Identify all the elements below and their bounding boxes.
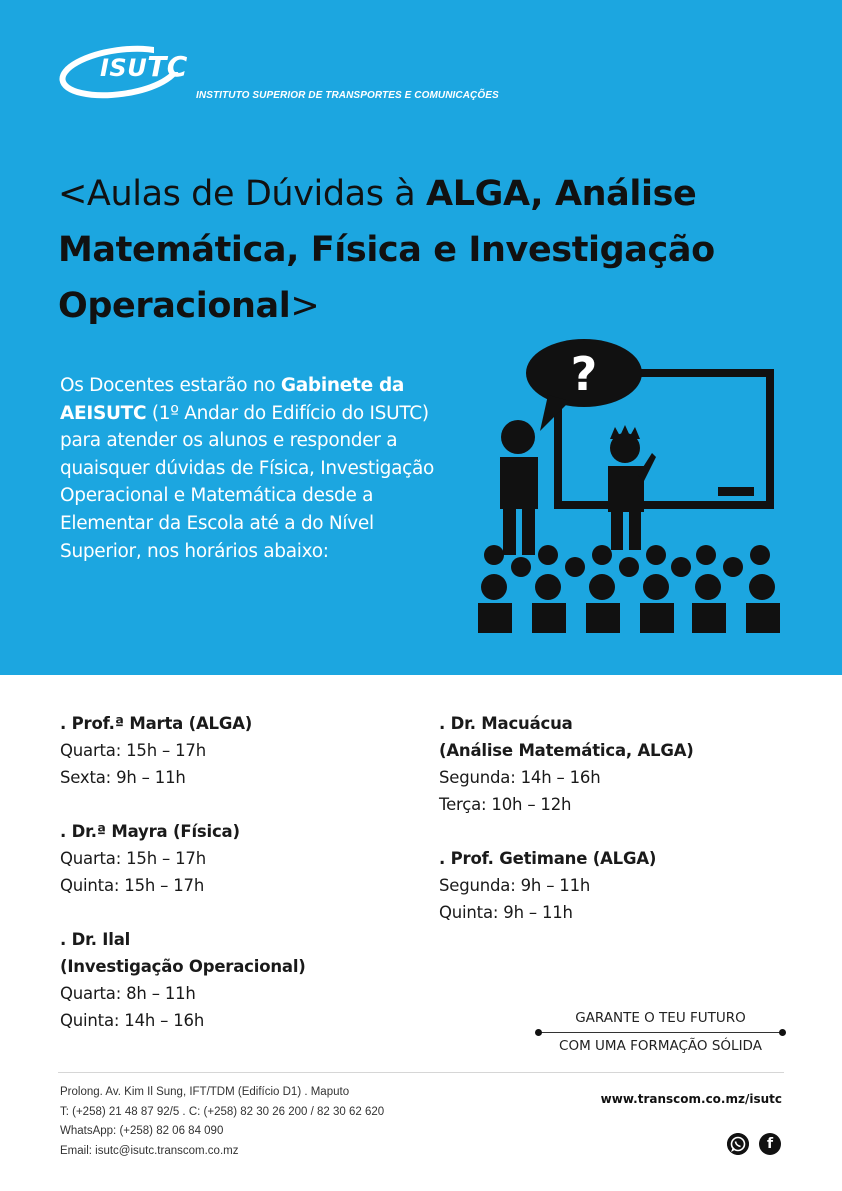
footer-contacts xyxy=(60,1083,384,1161)
schedule-right-column xyxy=(439,710,779,926)
institution-name: INSTITUTO SUPERIOR DE TRANSPORTES E COMUNICAÇÕES xyxy=(196,90,499,101)
time-slot: Segunda: 14h – 16h xyxy=(439,768,601,787)
footer-email[interactable]: Email: isutc@isutc.transcom.co.mz xyxy=(60,1144,239,1157)
teacher-name: . Dr. Ilal xyxy=(60,930,131,949)
logo-suffix: TC xyxy=(147,50,188,83)
teacher-name: . Dr.ª Mayra (Física) xyxy=(60,822,240,841)
schedule-left-column xyxy=(60,710,400,1034)
classroom-question-icon xyxy=(470,335,790,640)
social-icons xyxy=(727,1133,783,1157)
footer-phones: T: (+258) 21 48 87 92/5 . C: (+258) 82 30 26 200 / 82 30 62 620 xyxy=(60,1105,385,1118)
time-slot: Quinta: 9h – 11h xyxy=(439,903,573,922)
teacher-name: . Prof.ª Marta (ALGA) xyxy=(60,714,253,733)
intro-text-1: Os Docentes estarão no xyxy=(60,375,281,396)
footer-address: Prolong. Av. Kim Il Sung, IFT/TDM (Edifício D1) . Maputo xyxy=(60,1086,350,1098)
slogan xyxy=(538,1010,783,1060)
time-slot: Terça: 10h – 12h xyxy=(439,795,572,814)
intro-text-2: (1º Andar do Edifício do ISUTC) para atender os alunos e responder a quaisquer dúvidas de Física, Investigação Operacional e Matemática desde a Elementar da Escola até a do Nível Superior, nos horários abaixo: xyxy=(60,402,435,562)
slogan-line-2: COM UMA FORMAÇÃO SÓLIDA xyxy=(559,1038,762,1054)
headline-bold: ALGA, Análise Matemática, Física e Investigação Operacional xyxy=(58,174,715,326)
time-slot: Quarta: 15h – 17h xyxy=(60,849,206,868)
logo-wordmark xyxy=(100,50,188,83)
time-slot: Segunda: 9h – 11h xyxy=(439,876,591,895)
footer-whatsapp: WhatsApp: (+258) 82 06 84 090 xyxy=(60,1125,224,1138)
footer-divider xyxy=(58,1072,784,1073)
logo-prefix: ISU xyxy=(100,54,148,82)
slogan-line-2-wrap xyxy=(538,1032,783,1060)
time-slot: Quarta: 8h – 11h xyxy=(60,984,196,1003)
slogan-line-1: GARANTE O TEU FUTURO xyxy=(575,1010,746,1026)
headline xyxy=(58,166,798,334)
slogan-rule xyxy=(538,1032,783,1033)
time-slot: Quinta: 14h – 16h xyxy=(60,1011,205,1030)
whatsapp-icon[interactable] xyxy=(727,1133,749,1155)
website-link[interactable]: www.transcom.co.mz/isutc xyxy=(600,1092,782,1106)
headline-part1: <Aulas de Dúvidas à xyxy=(58,174,427,214)
teacher-subject: (Análise Matemática, ALGA) xyxy=(439,741,694,760)
time-slot: Quinta: 15h – 17h xyxy=(60,876,205,895)
time-slot: Sexta: 9h – 11h xyxy=(60,768,186,787)
intro-paragraph xyxy=(60,372,440,565)
headline-part3: > xyxy=(290,286,320,326)
slogan-dot-right xyxy=(779,1029,786,1036)
teacher-name: . Dr. Macuácua xyxy=(439,714,573,733)
question-mark-glyph: ? xyxy=(570,347,598,401)
facebook-icon[interactable]: f xyxy=(759,1133,781,1155)
slogan-dot-left xyxy=(535,1029,542,1036)
time-slot: Quarta: 15h – 17h xyxy=(60,741,206,760)
teacher-name: . Prof. Getimane (ALGA) xyxy=(439,849,657,868)
teacher-subject: (Investigação Operacional) xyxy=(60,957,306,976)
intro-location: Gabinete da AEISUTC xyxy=(60,375,405,424)
